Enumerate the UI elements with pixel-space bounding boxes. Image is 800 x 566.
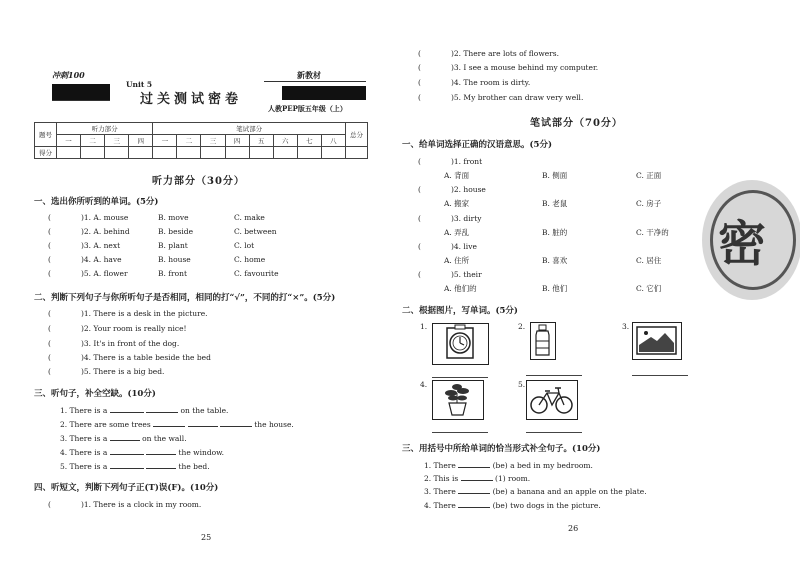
option-b: B. 老鼠	[542, 199, 568, 208]
answer-line[interactable]	[632, 375, 688, 376]
score-col: 六	[273, 135, 297, 147]
score-col: 七	[297, 135, 321, 147]
blank[interactable]	[220, 419, 252, 427]
fill-blank-item: 3. There is a on the wall.	[60, 434, 187, 443]
score-table-written: 笔试部分	[153, 123, 346, 135]
list-item[interactable]: ( )1. There is a clock in my room.	[48, 500, 202, 509]
list-item[interactable]: ( )5. A. flower	[48, 269, 128, 278]
score-col: 一	[57, 135, 81, 147]
title-bar-right	[282, 86, 366, 100]
picture-number: 2.	[518, 322, 526, 331]
score-cell[interactable]	[57, 147, 81, 159]
bicycle-picture	[526, 380, 578, 420]
clock-picture	[432, 323, 489, 365]
option-c: C. lot	[234, 241, 255, 250]
written-section-3-title: 三、用括号中所给单词的恰当形式补全句子。(10分)	[402, 444, 601, 454]
list-item[interactable]: ( )4. A. have	[48, 255, 122, 264]
list-item[interactable]: ( )3. dirty	[418, 214, 482, 223]
score-cell[interactable]	[105, 147, 129, 159]
page-number: 26	[568, 524, 579, 533]
score-cell[interactable]	[201, 147, 225, 159]
written-heading: 笔试部分（70分）	[530, 118, 623, 129]
option-b: B. beside	[158, 227, 194, 236]
edition-label: 人教PEP版五年级（上）	[268, 104, 347, 113]
option-b: B. 他们	[542, 284, 568, 293]
clock-icon	[433, 324, 487, 363]
list-item[interactable]: ( )2. Your room is really nice!	[48, 324, 187, 333]
score-col: 三	[105, 135, 129, 147]
score-row-label: 得分	[35, 147, 57, 159]
score-col: 二	[177, 135, 201, 147]
blank[interactable]	[146, 405, 178, 413]
option-a: A. 弄乱	[444, 228, 470, 237]
score-col: 二	[81, 135, 105, 147]
picture-number: 4.	[420, 380, 428, 389]
score-table	[34, 122, 368, 159]
blank[interactable]	[153, 419, 185, 427]
list-item[interactable]: ( )4. live	[418, 242, 477, 251]
blank[interactable]	[458, 500, 490, 508]
score-cell[interactable]	[346, 147, 368, 159]
score-table-label: 题号	[35, 123, 57, 147]
blank[interactable]	[110, 461, 144, 469]
page-number: 25	[201, 533, 212, 542]
list-item[interactable]: ( )5. My brother can draw very well.	[418, 93, 584, 102]
blank[interactable]	[110, 405, 144, 413]
fill-blank-item: 1. There is a on the table.	[60, 406, 229, 415]
section-1-title: 一、选出你所听到的单词。(5分)	[34, 197, 159, 207]
score-cell[interactable]	[297, 147, 321, 159]
option-a: A. 搬家	[444, 199, 470, 208]
fill-blank-item: 5. There is a the bed.	[60, 462, 210, 471]
unit-label: Unit 5	[126, 80, 153, 89]
score-col: 八	[321, 135, 345, 147]
picture-number: 5.	[518, 380, 526, 389]
option-b: B. plant	[158, 241, 188, 250]
blank[interactable]	[146, 461, 176, 469]
answer-line[interactable]	[432, 432, 488, 433]
option-c: C. favourite	[234, 269, 279, 278]
fill-blank-item: 1. There (be) a bed in my bedroom.	[424, 461, 593, 470]
blank[interactable]	[458, 460, 490, 468]
painting-icon	[633, 323, 680, 358]
option-c: C. between	[234, 227, 277, 236]
picture-number: 1.	[420, 322, 428, 331]
painting-picture	[632, 322, 682, 360]
new-textbook-tag: 新教材	[297, 70, 321, 80]
score-cell[interactable]	[273, 147, 297, 159]
seal-character: 密	[718, 216, 767, 272]
option-c: C. 正面	[636, 171, 662, 180]
list-item[interactable]: ( )5. their	[418, 270, 482, 279]
score-cell[interactable]	[225, 147, 249, 159]
plant-picture	[432, 380, 484, 420]
list-item[interactable]: ( )2. There are lots of flowers.	[418, 49, 559, 58]
list-item[interactable]: ( )1. There is a desk in the picture.	[48, 309, 208, 318]
score-table-total: 总分	[346, 123, 368, 147]
header-rule	[264, 81, 366, 82]
option-b: B. house	[158, 255, 191, 264]
brand-logo: 冲刺100	[52, 70, 85, 80]
fill-blank-item: 4. There (be) two dogs in the picture.	[424, 501, 601, 510]
option-c: C. 干净的	[636, 228, 669, 237]
option-c: C. make	[234, 213, 265, 222]
section-2-title: 二、判断下列句子与你所听句子是否相同，相同的打“√”，不同的打“×”。(5分)	[34, 293, 336, 303]
bicycle-icon	[527, 381, 576, 418]
option-b: B. move	[158, 213, 189, 222]
right-page	[400, 0, 800, 566]
answer-line[interactable]	[526, 432, 582, 433]
picture-number: 3.	[622, 322, 630, 331]
written-section-1-title: 一、给单词选择正确的汉语意思。(5分)	[402, 140, 552, 150]
bottle-icon	[531, 323, 554, 358]
score-cell[interactable]	[129, 147, 153, 159]
blank[interactable]	[110, 433, 140, 441]
score-col: 三	[201, 135, 225, 147]
list-item[interactable]: ( )4. The room is dirty.	[418, 78, 531, 87]
plant-icon	[433, 381, 482, 418]
score-col: 四	[225, 135, 249, 147]
option-b: B. 喜欢	[542, 256, 568, 265]
score-cell[interactable]	[177, 147, 201, 159]
list-item[interactable]: ( )2. house	[418, 185, 486, 194]
exam-title: 过关测试密卷	[140, 92, 243, 107]
score-cell[interactable]	[249, 147, 273, 159]
score-cell[interactable]	[153, 147, 177, 159]
list-item[interactable]: ( )4. There is a table beside the bed	[48, 353, 211, 362]
score-cell[interactable]	[81, 147, 105, 159]
list-item[interactable]: ( )3. It's in front of the dog.	[48, 339, 180, 348]
section-4-title: 四、听短文，判断下列句子正(T)误(F)。(10分)	[34, 483, 219, 493]
score-table-listening: 听力部分	[57, 123, 153, 135]
option-a: A. 他们的	[444, 284, 477, 293]
fill-blank-item: 2. This is (1) room.	[424, 474, 531, 483]
blank[interactable]	[188, 419, 218, 427]
score-col: 一	[153, 135, 177, 147]
list-item[interactable]: ( )3. A. next	[48, 241, 121, 250]
option-b: B. front	[158, 269, 188, 278]
score-col: 四	[129, 135, 153, 147]
listening-heading: 听力部分（30分）	[152, 176, 245, 187]
bottle-picture	[530, 322, 556, 360]
option-c: C. home	[234, 255, 266, 264]
list-item[interactable]: ( )3. I see a mouse behind my computer.	[418, 63, 599, 72]
option-a: A. 住所	[444, 256, 470, 265]
option-c: C. 居住	[636, 256, 662, 265]
list-item[interactable]: ( )5. There is a big bed.	[48, 367, 165, 376]
fill-blank-item: 2. There are some trees the house.	[60, 420, 294, 429]
fill-blank-item: 4. There is a the window.	[60, 448, 225, 457]
blank[interactable]	[461, 473, 493, 481]
score-col: 五	[249, 135, 273, 147]
fill-blank-item: 3. There (be) a banana and an apple on the plate.	[424, 487, 647, 496]
answer-line[interactable]	[432, 377, 488, 378]
list-item[interactable]: ( )1. front	[418, 157, 483, 166]
blank[interactable]	[110, 447, 144, 455]
section-3-title: 三、听句子，补全空缺。(10分)	[34, 389, 156, 399]
blank[interactable]	[458, 486, 490, 494]
option-b: B. 脏的	[542, 228, 568, 237]
list-item[interactable]: ( )2. A. behind	[48, 227, 130, 236]
option-a: A. 背面	[444, 171, 470, 180]
title-bar-left	[52, 84, 110, 100]
option-c: C. 它们	[636, 284, 662, 293]
title-rule-left	[52, 100, 110, 101]
score-cell[interactable]	[321, 147, 345, 159]
blank[interactable]	[146, 447, 176, 455]
option-b: B. 侧面	[542, 171, 568, 180]
answer-line[interactable]	[526, 375, 582, 376]
written-section-2-title: 二、根据图片，写单词。(5分)	[402, 306, 518, 316]
list-item[interactable]: ( )1. A. mouse	[48, 213, 129, 222]
option-c: C. 房子	[636, 199, 662, 208]
